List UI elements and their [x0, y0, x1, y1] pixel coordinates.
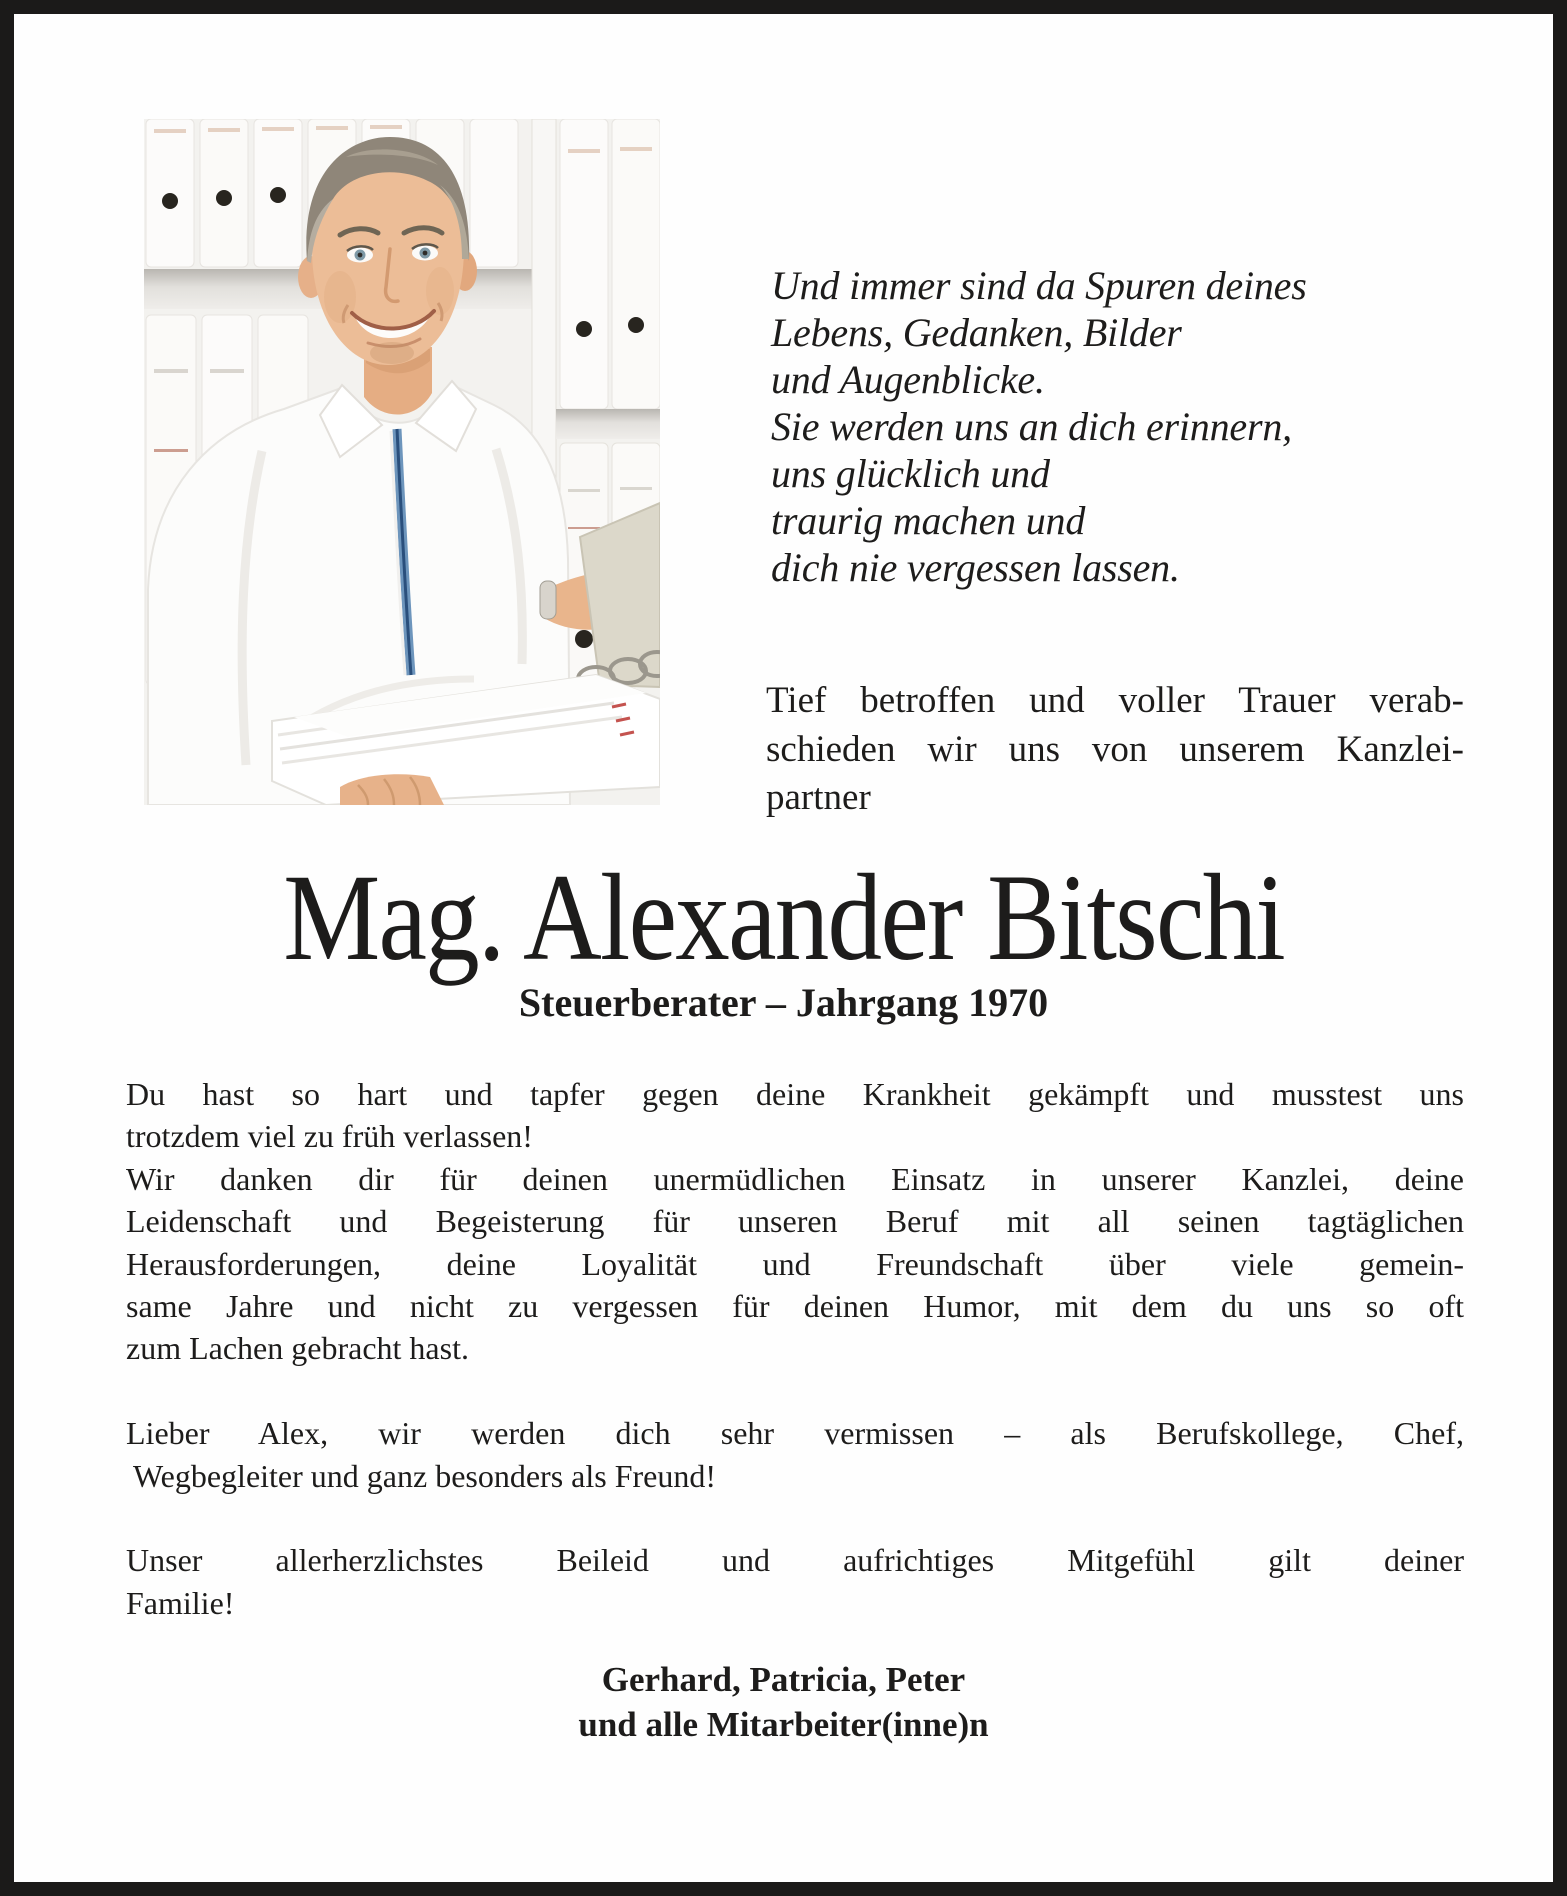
- body-line: Wegbegleiter und ganz besonders als Freund!: [133, 1457, 717, 1494]
- poem-line: traurig machen und: [771, 498, 1086, 543]
- body-line: same Jahre und nicht zu vergessen für deinen Humor, mit dem du uns so oft: [126, 1288, 1464, 1325]
- signature-line: und alle Mitarbeiter(inne)n: [578, 1705, 989, 1744]
- poem-line: uns glücklich und: [771, 451, 1050, 496]
- poem-line: Lebens, Gedanken, Bilder: [771, 310, 1182, 355]
- portrait-photo: [144, 119, 660, 805]
- poem-line: dich nie vergessen lassen.: [771, 545, 1180, 590]
- deceased-name: [28, 849, 1539, 988]
- portrait-illustration: [144, 119, 660, 805]
- body-line: zum Lachen gebracht hast.: [126, 1330, 469, 1367]
- signature-line: Gerhard, Patricia, Peter: [601, 1660, 966, 1699]
- obituary-body: [126, 1073, 1464, 1624]
- body-line: Wir danken dir für deinen unermüdlichen Einsatz in unserer Kanzlei, deine: [126, 1160, 1464, 1197]
- body-line: trotzdem viel zu früh verlassen!: [126, 1118, 533, 1155]
- paragraph-gap: [126, 1370, 1464, 1412]
- deceased-name-text: Mag. Alexander Bitschi: [283, 849, 1284, 986]
- memorial-poem: [771, 262, 1307, 591]
- poem-line: Sie werden uns an dich erinnern,: [771, 404, 1292, 449]
- intro-line: partner: [766, 777, 871, 818]
- poem-line: und Augenblicke.: [771, 357, 1045, 402]
- body-line: Herausforderungen, deine Loyalität und Freundschaft über viele gemein-: [126, 1245, 1464, 1282]
- body-line: Familie!: [126, 1584, 235, 1621]
- intro-line: schieden wir uns von unserem Kanzlei-: [766, 728, 1464, 770]
- body-line: Leidenschaft und Begeisterung für unseren Beruf mit all seinen tagtäglichen: [126, 1203, 1464, 1240]
- body-line: Unser allerherzlichstes Beileid und aufrichtiges Mitgefühl gilt deiner: [126, 1542, 1464, 1579]
- paragraph-gap: [126, 1497, 1464, 1539]
- signature: [28, 1657, 1539, 1747]
- body-line: Du hast so hart und tapfer gegen deine Krankheit gekämpft und musstest uns: [126, 1076, 1464, 1112]
- body-line: Lieber Alex, wir werden dich sehr vermissen – als Berufskollege, Chef,: [126, 1415, 1464, 1452]
- farewell-intro: [766, 677, 1464, 823]
- poem-line: Und immer sind da Spuren deines: [771, 263, 1307, 308]
- intro-line: Tief betroffen und voller Trauer verab-: [766, 680, 1464, 721]
- deceased-subtitle: Steuerberater – Jahrgang 1970: [518, 980, 1049, 1025]
